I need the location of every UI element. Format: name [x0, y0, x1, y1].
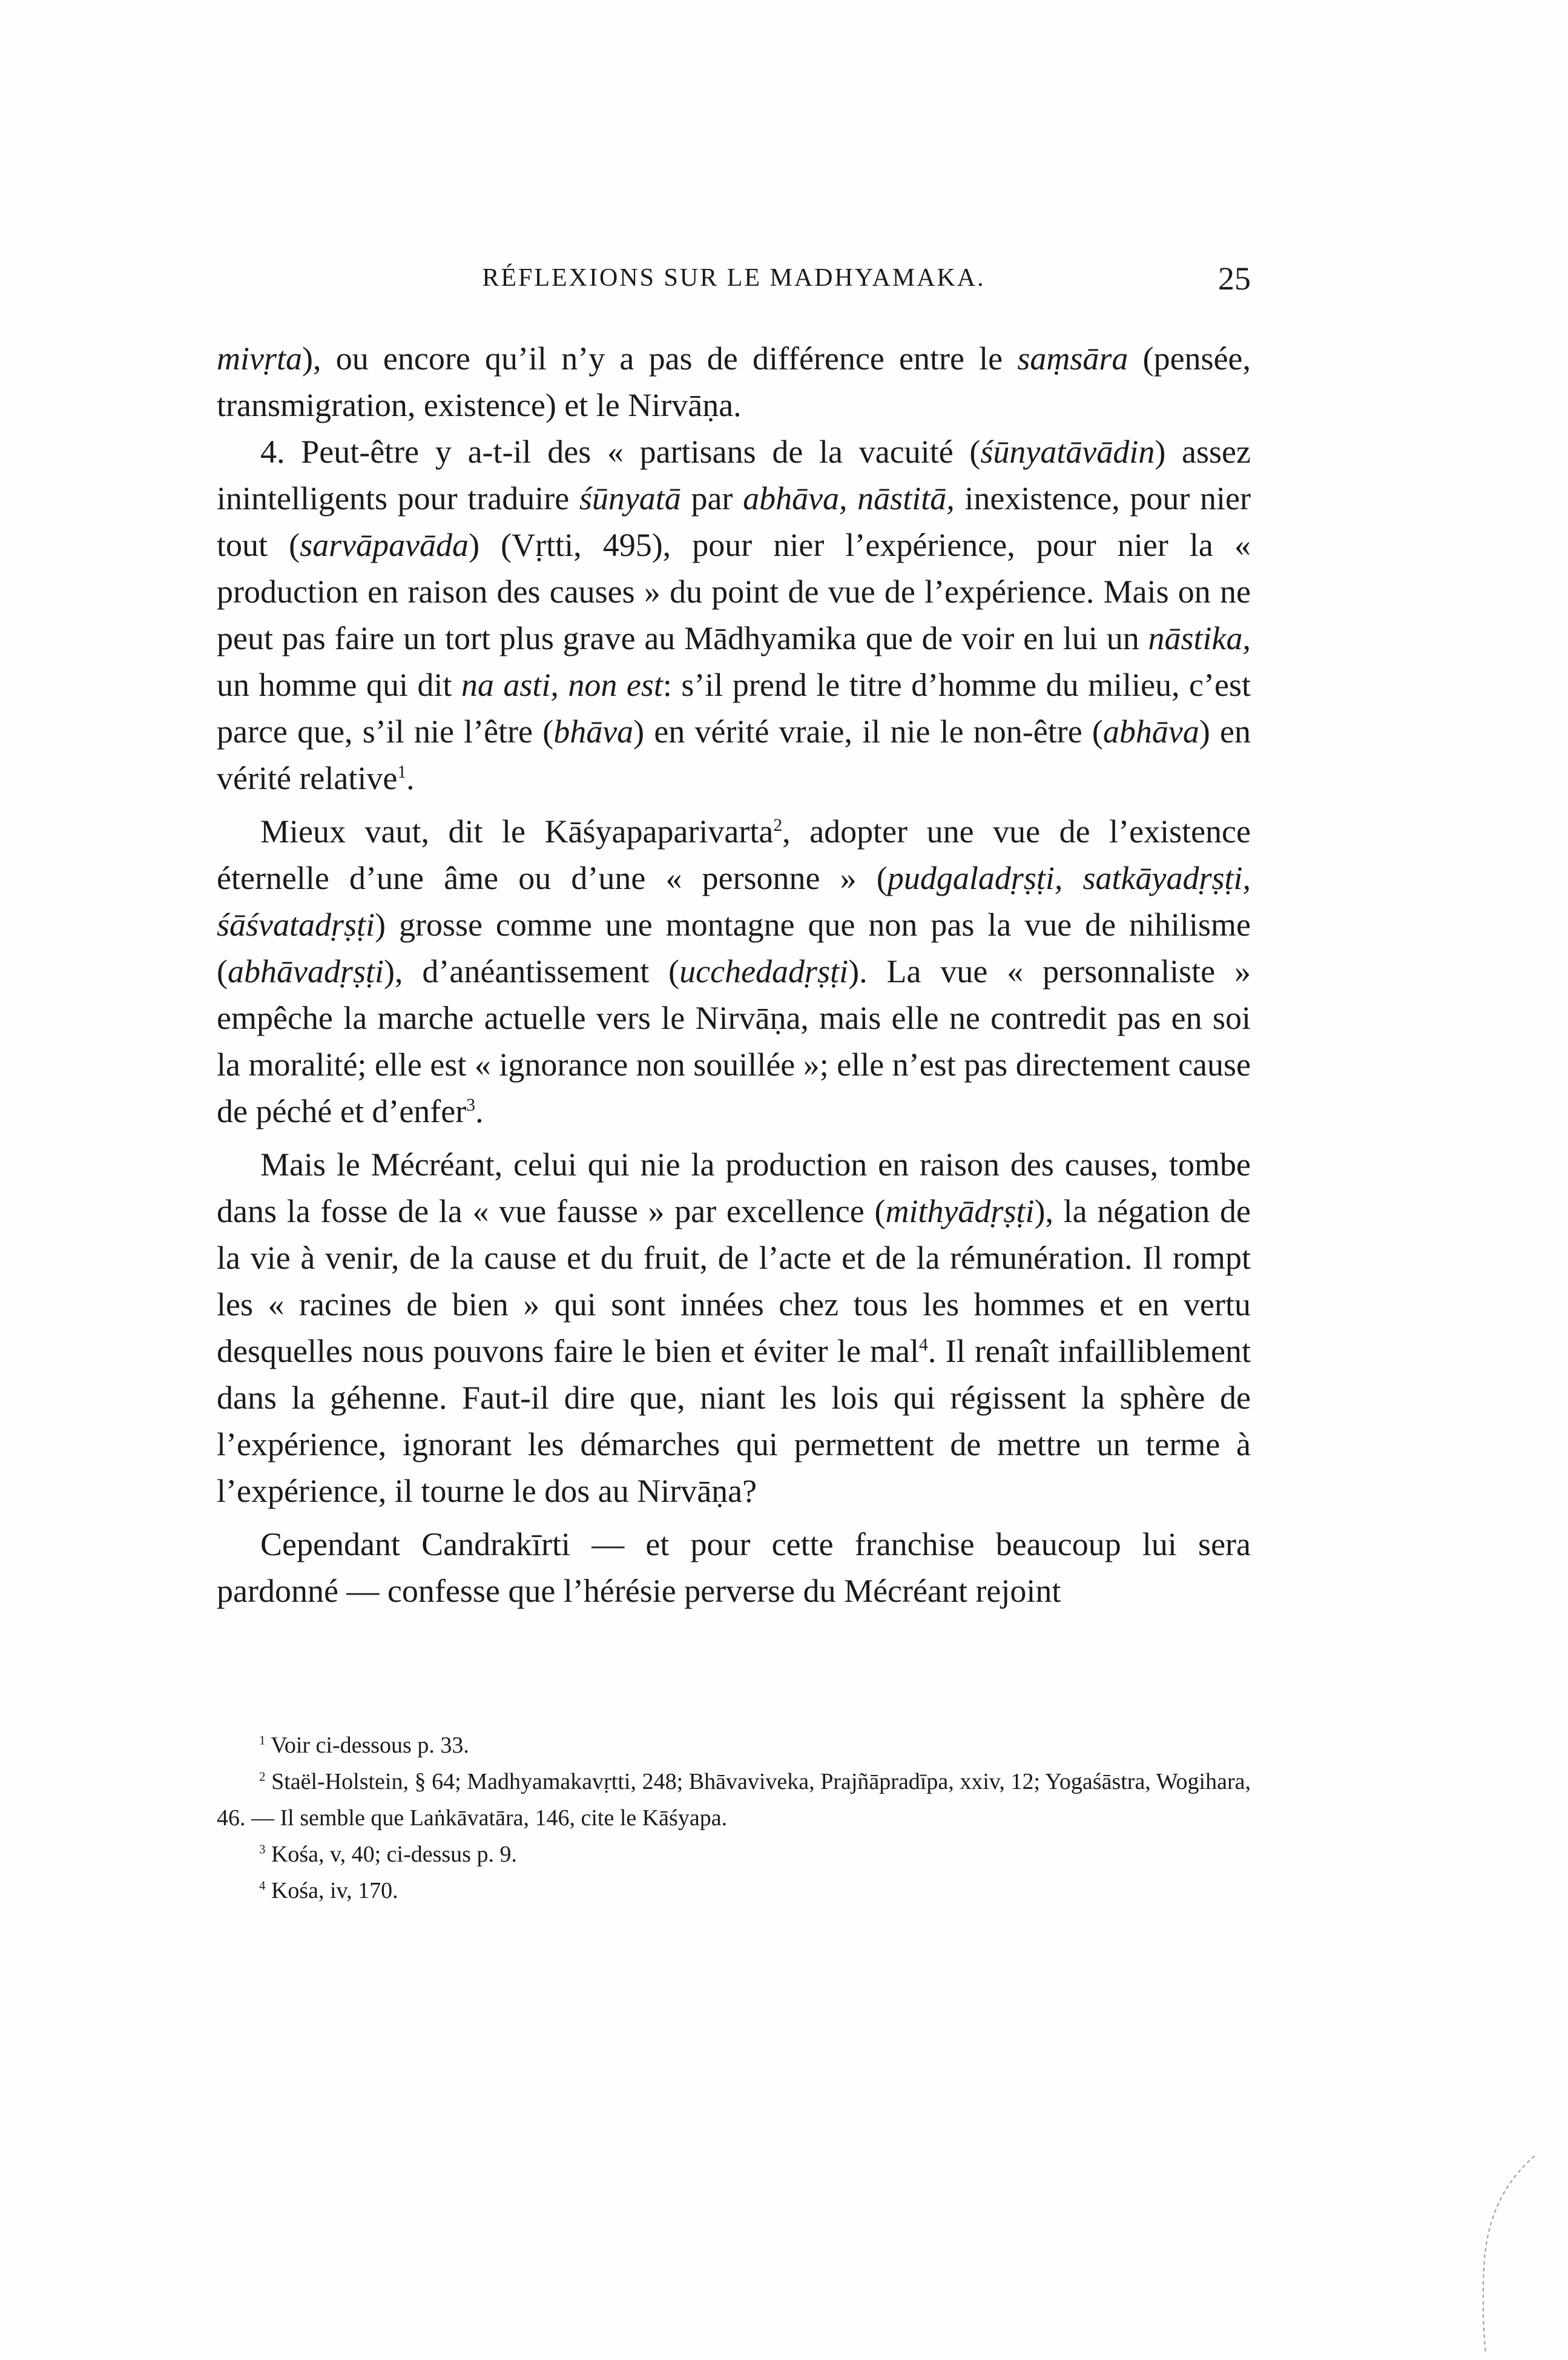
italic-term: ucchedadṛṣṭi: [679, 953, 849, 990]
scan-artifact: [1477, 2150, 1550, 2356]
footnote-3: [217, 1836, 1251, 1872]
italic-term: abhāva: [1102, 713, 1199, 750]
running-title: RÉFLEXIONS SUR LE MADHYAMAKA.: [482, 264, 986, 292]
italic-term: nāstika,: [1148, 620, 1251, 656]
paragraph-3: [217, 808, 1251, 1135]
text-run: : s’il prend le titre d’homme du milieu, c’est parce que, s’il nie l’être (: [217, 667, 1251, 750]
text-run: ), ou encore qu’il n’y a pas de différence entre le: [302, 340, 1018, 377]
text-run: , adopter une vue de l’existence éternelle d’une âme ou d’une « personne » (: [217, 813, 1251, 896]
italic-term: abhāvadṛṣṭi: [227, 953, 384, 990]
footnote-number: 4: [259, 1878, 266, 1893]
italic-term: mithyādṛṣṭi: [885, 1193, 1035, 1229]
footnote-4: [217, 1872, 1251, 1909]
text-run: ) grosse comme une montagne que non pas la vue de nihilisme (: [217, 907, 1251, 990]
footnote-ref: 4: [919, 1335, 928, 1355]
italic-term: saṃsāra: [1017, 340, 1128, 377]
text-run: .: [406, 760, 415, 796]
text-run: ) en vérité vraie, il nie le non-être (: [633, 713, 1103, 750]
italic-term: abhāva, nāstitā,: [743, 480, 955, 517]
paragraph-1: [217, 335, 1251, 429]
footnote-text: Kośa, v, 40; ci-dessus p. 9.: [271, 1842, 517, 1867]
text-run: ), d’anéantissement (: [384, 953, 680, 990]
footnote-text: Staël-Holstein, § 64; Madhyamakavṛtti, 248; Bhāvaviveka, Prajñāpradīpa, xxiv, 12; Yogaśāstra, Wogihara, 46. — Il semble que Laṅkāvatāra, 146, cite le Kāśyapa.: [217, 1769, 1251, 1831]
italic-term: na asti, non est: [461, 667, 663, 703]
text-run: 4. Peut-être y a-t-il des « partisans de la vacuité (: [260, 434, 981, 470]
footnotes: [217, 1727, 1251, 1909]
footnote-ref: 2: [773, 816, 783, 835]
footnote-text: Voir ci-dessous p. 33.: [271, 1733, 469, 1758]
text-run: ) assez inintelligents pour traduire: [217, 434, 1251, 517]
footnote-ref: 1: [397, 762, 407, 782]
paragraph-2: [217, 429, 1251, 802]
text-run: (pensée, transmigration, existence) et le Nirvāṇa.: [217, 340, 1251, 423]
italic-term: śūnyatā: [579, 480, 681, 517]
text-run: Mieux vaut, dit le Kāśyapaparivarta: [260, 813, 774, 850]
text-run: Cependant Candrakīrti — et pour cette franchise beaucoup lui sera pardonné — confesse que l’hérésie perverse du Mécréant rejoint: [217, 1526, 1251, 1609]
body-text: [217, 335, 1251, 1615]
italic-term: bhāva: [553, 713, 634, 750]
text-run: par: [680, 480, 743, 517]
italic-term: śūnyatāvādin: [980, 434, 1155, 470]
text-run: ) en vérité relative: [217, 713, 1251, 796]
italic-term: pudgaladṛṣṭi, satkāyadṛṣṭi, śāśvatadṛṣṭi: [217, 860, 1251, 943]
text-run: ). La vue « personnaliste » empêche la marche actuelle vers le Nirvāṇa, mais elle ne contredit pas en soi la moralité; elle est « ignorance non souillée »; elle n’est pas directement cause de péché et d’enfer: [217, 953, 1251, 1129]
text-run: Mais le Mécréant, celui qui nie la production en raison des causes, tombe dans la fosse de la « vue fausse » par excellence (: [217, 1146, 1251, 1229]
italic-term: mivṛta: [217, 340, 302, 377]
text-run: . Il renaît infailliblement dans la géhenne. Faut-il dire que, niant les lois qui régissent la sphère de l’expérience, ignorant les démarches qui permettent de mettre un terme à l’expérience, il tourne le dos au Nirvāṇa?: [217, 1333, 1251, 1509]
paragraph-5: [217, 1521, 1251, 1615]
text-run: .: [475, 1093, 484, 1129]
page-number: 25: [1218, 260, 1251, 297]
italic-term: sarvāpavāda: [300, 527, 469, 563]
running-head: [217, 260, 1251, 306]
text-run: ), la négation de la vie à venir, de la cause et du fruit, de l’acte et de la rémunération. Il rompt les « racines de bien » qui sont innées chez tous les hommes et en vertu desquelles nous pouvons faire le bien et éviter le mal: [217, 1193, 1251, 1369]
text-run: inexistence, pour nier tout (: [217, 480, 1251, 563]
text-run: ) (Vṛtti, 495), pour nier l’expérience, pour nier la « production en raison des causes » du point de vue de l’expérience. Mais on ne peut pas faire un tort plus grave au Mādhyamika que de voir en lui un: [217, 527, 1251, 656]
footnote-number: 2: [259, 1769, 266, 1784]
footnote-text: Kośa, iv, 170.: [271, 1878, 398, 1903]
footnote-number: 1: [259, 1733, 266, 1748]
paragraph-4: [217, 1142, 1251, 1515]
footnote-2: [217, 1763, 1251, 1836]
text-run: un homme qui dit: [217, 667, 461, 703]
footnote-1: [217, 1727, 1251, 1763]
footnote-ref: 3: [466, 1096, 476, 1115]
footnote-number: 3: [259, 1842, 266, 1857]
